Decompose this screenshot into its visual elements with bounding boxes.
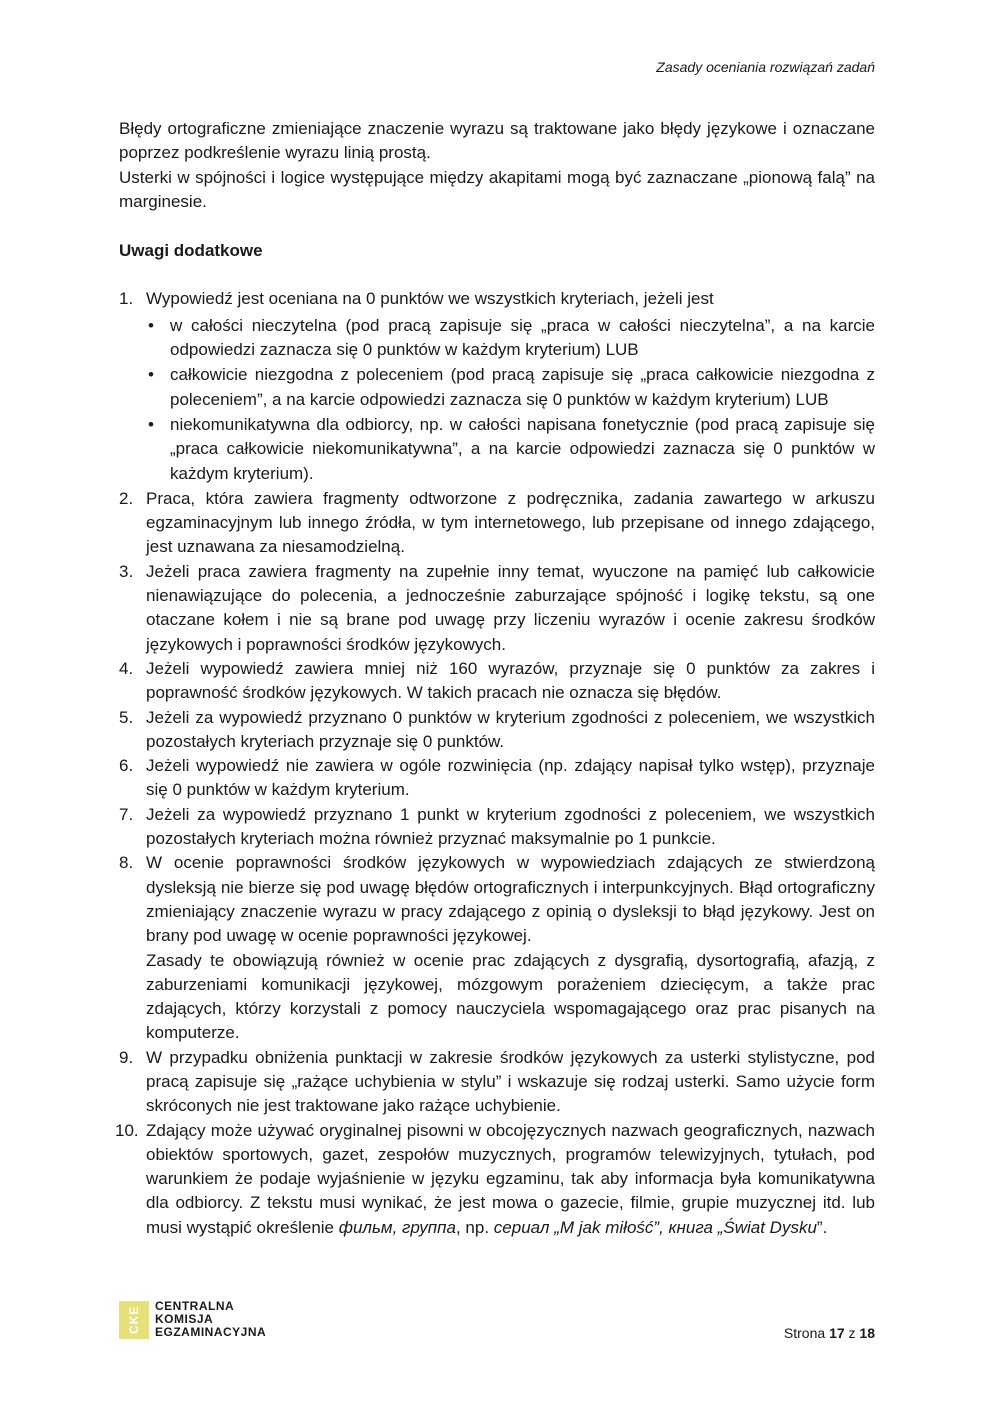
item-text: Jeżeli wypowiedź nie zawiera w ogóle rozwinięcia (np. zdający napisał tylko wstęp), przyznaje się 0 punktów w każdym kryterium. [146,756,875,800]
page-total: 18 [859,1325,875,1341]
item-text: Zdający może używać oryginalnej pisowni w obcojęzycznych nazwach geograficznych, nazwach obiektów sportowych, gazet, zespołów muzycznych, programów telewizyjnych, tytułach, pod warunkiem że podaje wyjaśnienie w języku egzaminu, tak aby informacja była komunikatywna dla odbiorcy. Z tekstu musi wynikać, że jest mowa o gazecie, filmie, grupie muzycznej itd. lub musi wystąpić określenie [146,1120,875,1237]
cke-logo-icon: CKE [119,1301,149,1339]
list-item [119,657,875,706]
item-text: W ocenie poprawności środków językowych w wypowiedziach zdających ze stwierdzoną dysleksją nie bierze się pod uwagę błędów ortograficznych i interpunkcyjnych. Błąd ortograficzny zmieniający znaczenie wyrazu w pracy zdającego z opinią o dysleksji to błąd językowy. Jest on brany pod uwagę w ocenie poprawności językowej. [146,853,875,946]
bullet-icon: • [148,414,154,434]
section-heading: Uwagi dodatkowe [119,241,263,261]
list-item [119,560,875,657]
item-number: 2. [119,488,134,508]
list-item [119,803,875,852]
list-item [115,1119,875,1240]
item-text: ”. [816,1217,828,1237]
list-item [119,851,875,1045]
page-separator: z [844,1325,860,1341]
list-item [119,706,875,755]
list-item [119,487,875,560]
list-item [119,287,875,485]
list-item [119,754,875,803]
page-header: Zasady oceniania rozwiązań zadań [656,59,875,75]
bullet-text: w całości nieczytelna (pod pracą zapisuje się „praca w całości nieczytelna”, a na karcie odpowiedzi zaznacza się 0 punktów w każdym kryterium) LUB [170,315,875,360]
item-text: Wypowiedź jest oceniana na 0 punktów we wszystkich kryteriach, jeżeli jest [146,289,714,309]
item-number: 7. [119,804,134,824]
logo-line: CENTRALNA [155,1299,235,1313]
item-text-italic: сериал „М jak miłość”, книга „Świat Dysku [493,1217,817,1237]
logo-text [155,1300,266,1339]
bullet-item [146,314,875,363]
logo-line: EGZAMINACYJNA [155,1325,267,1339]
item-text: Jeżeli praca zawiera fragmenty na zupełnie inny temat, wyuczone na pamięć lub całkowicie nienawiązujące do polecenia, a jednocześnie zaburzające spójność i logikę tekstu, są one otaczane kołem i nie są brane pod uwagę przy liczeniu wyrazów i ocenie zakresu środków językowych i poprawności środków językowych. [146,561,875,654]
page-prefix: Strona [783,1325,830,1341]
item-text: Jeżeli za wypowiedź przyznano 0 punktów w kryterium zgodności z poleceniem, we wszystkich pozostałych kryteriach przyznaje się 0 punktów. [146,707,875,751]
document-body [115,117,875,1240]
bullet-text: niekomunikatywna dla odbiorcy, np. w całości napisana fonetycznie (pod pracą zapisuje się „praca całkowicie niekomunikatywna”, a na karcie odpowiedzi zaznacza się 0 punktów w każdym kryterium). [170,414,875,483]
list-item [119,1046,875,1119]
item-number: 4. [119,658,134,678]
item-number: 9. [119,1047,134,1067]
bullet-list [146,314,875,486]
bullet-icon: • [148,365,154,385]
page-number [784,1324,875,1342]
item-number: 1. [119,289,134,309]
item-number: 5. [119,707,134,727]
item-text-italic: фильм, группа [338,1217,456,1237]
item-number: 3. [119,561,134,581]
logo-line: KOMISJA [155,1312,214,1326]
item-text-continued: Zasady te obowiązują również w ocenie prac zdających z dysgrafią, dysortografią, afazją, z zaburzeniami komunikacji językowej, mózgowym porażeniem dziecięcym, a także prac zdających, którzy korzystali z pomocy nauczyciela wspomagającego oraz prac pisanych na komputerze. [146,950,875,1043]
item-text: W przypadku obniżenia punktacji w zakresie środków językowych za usterki stylistyczne, pod pracą zapisuje się „rażące uchybienia w stylu” i wskazuje się rodzaj usterki. Samo użycie form skróconych nie jest traktowane jako rażące uchybienie. [146,1047,875,1116]
item-text: , np. [455,1217,494,1237]
intro-paragraph-1: Błędy ortograficzne zmieniające znaczenie wyrazu są traktowane jako błędy językowe i oznaczane poprzez podkreślenie wyrazu linią prostą. [119,119,875,163]
bullet-icon: • [148,315,154,335]
intro-paragraph-2: Usterki w spójności i logice występujące między akapitami mogą być zaznaczane „pionową falą” na marginesie. [119,167,875,211]
remarks-list [115,287,875,1240]
bullet-item [146,413,875,486]
cke-logo [119,1300,266,1339]
bullet-item [146,363,875,412]
item-text: Jeżeli wypowiedź zawiera mniej niż 160 wyrazów, przyznaje się 0 punktów za zakres i poprawność środków językowych. W takich pracach nie oznacza się błędów. [146,658,875,703]
bullet-text: całkowicie niezgodna z poleceniem (pod pracą zapisuje się „praca całkowicie niezgodna z poleceniem”, a na karcie odpowiedzi zaznacza się 0 punktów w każdym kryterium) LUB [170,365,875,409]
page-current: 17 [829,1325,845,1341]
item-number: 8. [119,853,134,873]
item-number: 6. [119,756,134,776]
item-text: Praca, która zawiera fragmenty odtworzone z podręcznika, zadania zawartego w arkuszu egzaminacyjnym lub innego źródła, w tym internetowego, lub przepisane od innego zdającego, jest uznawana za niesamodzielną. [146,488,875,557]
item-number: 10. [115,1120,139,1140]
item-text: Jeżeli za wypowiedź przyznano 1 punkt w kryterium zgodności z poleceniem, we wszystkich pozostałych kryteriach można również przyznać maksymalnie po 1 punkcie. [146,804,875,849]
